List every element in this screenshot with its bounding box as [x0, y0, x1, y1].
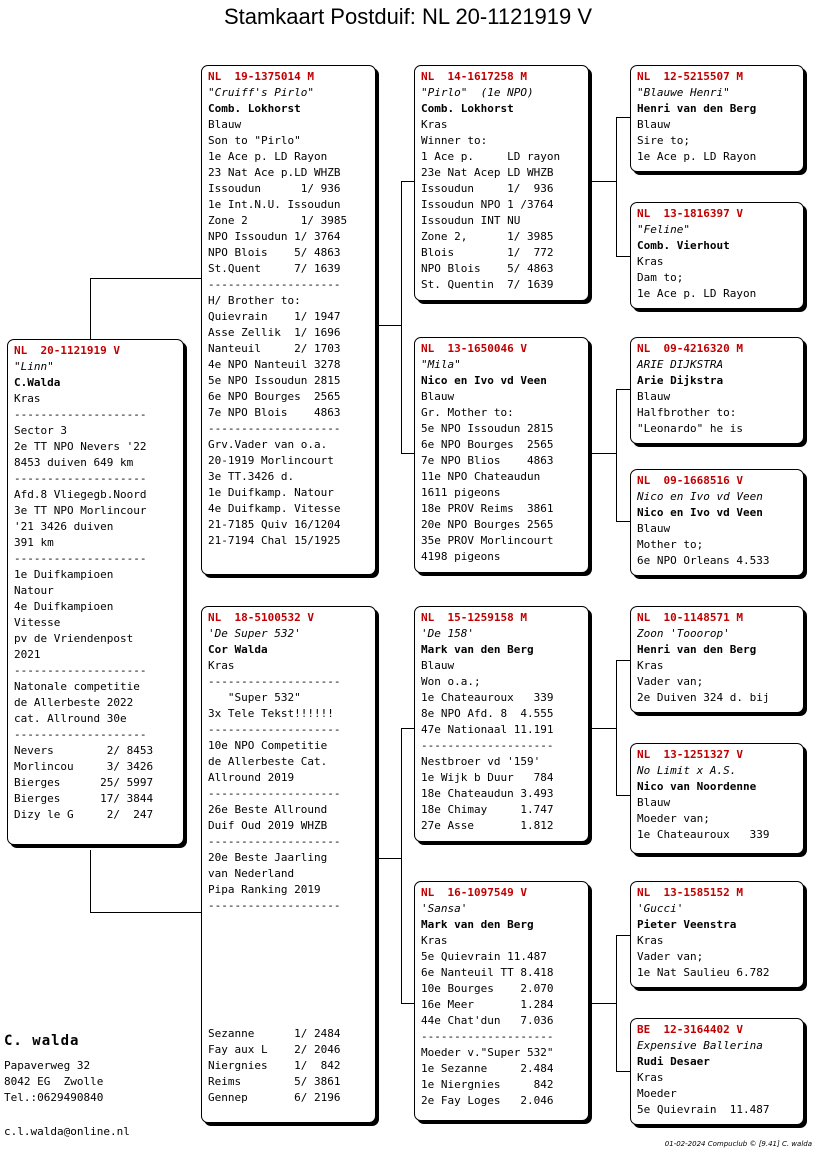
connector-line	[590, 181, 616, 182]
pigeon-name: 'De Super 532'	[208, 627, 301, 640]
breeder-name: Cor Walda	[208, 643, 268, 656]
card-line	[208, 978, 369, 994]
card-line: 7e NPO Blois 4863	[208, 406, 341, 419]
card-line: Bierges 25/ 5997	[14, 776, 154, 789]
ring-number: NL 19-1375014 M	[208, 70, 314, 83]
card-line: Mother to;	[637, 538, 704, 551]
card-line: --------------------	[14, 408, 147, 421]
card-line: --------------------	[208, 278, 341, 291]
pigeon-card-mfm[interactable]	[630, 743, 804, 854]
card-line: Bierges 17/ 3844	[14, 792, 154, 805]
card-line: Dizy le G 2/ 247	[14, 808, 154, 821]
card-line: 23 Nat Ace p.LD WHZB	[208, 166, 341, 179]
card-line: 2e Fay Loges 2.046	[421, 1094, 554, 1107]
ring-number: BE 12-3164402 V	[637, 1023, 743, 1036]
ring-number: NL 13-1650046 V	[421, 342, 527, 355]
card-line: Vitesse	[14, 616, 61, 629]
card-line: 20e Beste Jaarling	[208, 851, 328, 864]
card-line: 20e NPO Bourges 2565	[421, 518, 554, 531]
card-line: Kras	[14, 392, 41, 405]
card-line: --------------------	[208, 787, 341, 800]
connector-line	[377, 325, 401, 326]
card-line: 1e Ace p. LD Rayon	[637, 287, 757, 300]
card-line: pv de Vriendenpost	[14, 632, 134, 645]
owner-phone: Tel.:0629490840	[4, 1091, 104, 1104]
pigeon-card-mff[interactable]	[630, 606, 804, 713]
card-line: 3e TT NPO Morlincour	[14, 504, 147, 517]
pigeon-name: ARIE DIJKSTRA	[637, 358, 724, 371]
card-line: 6e Nanteuil TT 8.418	[421, 966, 554, 979]
breeder-name: Henri van den Berg	[637, 102, 757, 115]
pigeon-name: Nico en Ivo vd Veen	[637, 490, 763, 503]
card-line: 4e Duifkamp. Vitesse	[208, 502, 341, 515]
card-line: 27e Asse 1.812	[421, 819, 554, 832]
card-line: 1e Ace p. LD Rayon	[208, 150, 328, 163]
card-line: Asse Zellik 1/ 1696	[208, 326, 341, 339]
connector-line	[616, 660, 617, 795]
card-line	[208, 994, 369, 1010]
ring-number: NL 18-5100532 V	[208, 611, 314, 624]
ring-number: NL 13-1816397 V	[637, 207, 743, 220]
card-line: Son to "Pirlo"	[208, 134, 301, 147]
card-line: Dam to;	[637, 271, 684, 284]
card-line: Nanteuil 2/ 1703	[208, 342, 341, 355]
card-line: St. Quentin 7/ 1639	[421, 278, 554, 291]
card-line: 1e Sezanne 2.484	[421, 1062, 554, 1075]
card-line: 3e TT.3426 d.	[208, 470, 295, 483]
breeder-name: Nico en Ivo vd Veen	[637, 506, 763, 519]
card-line: Vader van;	[637, 675, 704, 688]
card-line: Niergnies 1/ 842	[208, 1059, 341, 1072]
card-line: Afd.8 Vliegegb.Noord	[14, 488, 147, 501]
card-line: 6e NPO Orleans 4.533	[637, 554, 770, 567]
card-line: 4e NPO Nanteuil 3278	[208, 358, 341, 371]
breeder-name: Comb. Vierhout	[637, 239, 730, 252]
card-line: 6e NPO Bourges 2565	[208, 390, 341, 403]
card-line: 1e Chateauroux 339	[421, 691, 554, 704]
pigeon-card-mmm[interactable]	[630, 1018, 804, 1125]
card-line: Kras	[637, 1071, 664, 1084]
card-line: Sezanne 1/ 2484	[208, 1027, 341, 1040]
card-line: 16e Meer 1.284	[421, 998, 554, 1011]
card-line: 1 Ace p. LD rayon	[421, 150, 561, 163]
card-line: 1e Chateauroux 339	[637, 828, 770, 841]
pigeon-name: 'Gucci'	[637, 902, 684, 915]
card-line: 5e Quievrain 11.487	[637, 1103, 770, 1116]
card-line: 5e NPO Issoudun 2815	[421, 422, 554, 435]
card-line	[208, 914, 369, 930]
card-line: St.Quent 7/ 1639	[208, 262, 341, 275]
card-line: --------------------	[14, 552, 147, 565]
card-line: Kras	[637, 255, 664, 268]
card-line: Issoudun INT NU	[421, 214, 521, 227]
card-line: Blauw	[421, 390, 455, 403]
ring-number: NL 12-5215507 M	[637, 70, 743, 83]
card-line: --------------------	[14, 472, 147, 485]
card-line: --------------------	[14, 664, 147, 677]
breeder-name: Rudi Desaer	[637, 1055, 710, 1068]
card-line: 1e Duifkamp. Natour	[208, 486, 334, 499]
card-line: "Leonardo" he is	[637, 422, 743, 435]
ring-number: NL 10-1148571 M	[637, 611, 743, 624]
card-line: 20-1919 Morlincourt	[208, 454, 334, 467]
card-line: Sector 3	[14, 424, 67, 437]
card-line: Reims 5/ 3861	[208, 1075, 341, 1088]
card-line: 4e Duifkampioen	[14, 600, 114, 613]
breeder-name: Arie Dijkstra	[637, 374, 724, 387]
card-line: Kras	[637, 934, 664, 947]
connector-line	[90, 278, 91, 340]
card-line: Kras	[637, 659, 664, 672]
connector-line	[90, 278, 204, 279]
pigeon-name: 'Sansa'	[421, 902, 468, 915]
card-line: 18e Chateaudun 3.493	[421, 787, 554, 800]
connector-line	[401, 181, 402, 453]
card-line: Blauw	[637, 522, 671, 535]
owner-street: Papaverweg 32	[4, 1059, 91, 1072]
pigeon-card-fmm[interactable]	[630, 469, 804, 576]
card-line: van Nederland	[208, 867, 295, 880]
card-line: Moeder van;	[637, 812, 710, 825]
pigeon-card-mm[interactable]	[414, 881, 589, 1121]
card-line: 21-7185 Quiv 16/1204	[208, 518, 341, 531]
card-line: --------------------	[208, 675, 341, 688]
card-line: 7e NPO Blios 4863	[421, 454, 554, 467]
card-line: 10e NPO Competitie	[208, 739, 328, 752]
card-line: cat. Allround 30e	[14, 712, 127, 725]
card-line: Grv.Vader van o.a.	[208, 438, 328, 451]
card-line: Kras	[208, 659, 235, 672]
card-line: 2e TT NPO Nevers '22	[14, 440, 147, 453]
card-line: Zone 2, 1/ 3985	[421, 230, 554, 243]
pigeon-card-ffm[interactable]	[630, 202, 804, 309]
connector-line	[616, 389, 617, 521]
owner-name: C. walda	[4, 1033, 80, 1049]
pigeon-name: 'De 158'	[421, 627, 474, 640]
connector-line	[401, 728, 402, 1003]
ring-number: NL 09-1668516 V	[637, 474, 743, 487]
pigeon-name: "Cruiff's Pirlo"	[208, 86, 314, 99]
card-line: 18e PROV Reims 3861	[421, 502, 554, 515]
breeder-name: C.Walda	[14, 376, 61, 389]
connector-line	[590, 453, 616, 454]
card-line: --------------------	[208, 835, 341, 848]
card-line: Nestbroer vd '159'	[421, 755, 541, 768]
card-line: Issoudun 1/ 936	[208, 182, 341, 195]
card-line: --------------------	[421, 739, 554, 752]
card-line: 5e NPO Issoudun 2815	[208, 374, 341, 387]
card-line: Moeder	[637, 1087, 677, 1100]
pigeon-name: No Limit x A.S.	[637, 764, 737, 777]
card-line: 4198 pigeons	[421, 550, 501, 563]
ring-number: NL 13-1251327 V	[637, 748, 743, 761]
connector-line	[616, 117, 617, 256]
owner-city: 8042 EG Zwolle	[4, 1075, 104, 1088]
card-line: 1611 pigeons	[421, 486, 501, 499]
card-line: 6e NPO Bourges 2565	[421, 438, 554, 451]
pigeon-name: "Pirlo" (1e NPO)	[421, 86, 534, 99]
card-line: 1e Int.N.U. Issoudun	[208, 198, 341, 211]
pigeon-name: Expensive Ballerina	[637, 1039, 763, 1052]
owner-email[interactable]: c.l.walda@online.nl	[4, 1125, 130, 1138]
card-line: H/ Brother to:	[208, 294, 301, 307]
card-line: 1e Ace p. LD Rayon	[637, 150, 757, 163]
pigeon-card-fmf[interactable]	[630, 337, 804, 444]
card-line: Zone 2 1/ 3985	[208, 214, 348, 227]
ring-number: NL 20-1121919 V	[14, 344, 120, 357]
connector-line	[377, 858, 401, 859]
breeder-name: Mark van den Berg	[421, 918, 534, 931]
card-line: 1e Niergnies 842	[421, 1078, 554, 1091]
card-line: Moeder v."Super 532"	[421, 1046, 554, 1059]
connector-line	[616, 935, 617, 1071]
card-line: Gr. Mother to:	[421, 406, 514, 419]
card-line: '21 3426 duiven	[14, 520, 114, 533]
card-line: --------------------	[208, 899, 341, 912]
connector-line	[590, 1003, 616, 1004]
card-line: --------------------	[208, 422, 341, 435]
ring-number: NL 16-1097549 V	[421, 886, 527, 899]
card-line: --------------------	[14, 728, 147, 741]
card-line: Duif Oud 2019 WHZB	[208, 819, 328, 832]
pigeon-card-mf[interactable]	[414, 606, 589, 842]
breeder-name: Comb. Lokhorst	[421, 102, 514, 115]
card-line: Sire to;	[637, 134, 690, 147]
card-line: 5e Quievrain 11.487	[421, 950, 547, 963]
breeder-name: Mark van den Berg	[421, 643, 534, 656]
pigeon-name: "Linn"	[14, 360, 54, 373]
card-line: Natonale competitie	[14, 680, 140, 693]
breeder-name: Nico van Noordenne	[637, 780, 757, 793]
card-line: de Allerbeste 2022	[14, 696, 134, 709]
breeder-name: Pieter Veenstra	[637, 918, 737, 931]
card-line: 10e Bourges 2.070	[421, 982, 554, 995]
card-line: NPO Blois 5/ 4863	[421, 262, 554, 275]
breeder-name: Nico en Ivo vd Veen	[421, 374, 547, 387]
card-line: Winner to:	[421, 134, 488, 147]
card-line: 3x Tele Tekst!!!!!!	[208, 707, 334, 720]
card-line: Quievrain 1/ 1947	[208, 310, 341, 323]
card-line: --------------------	[208, 723, 341, 736]
card-line	[208, 930, 369, 946]
ring-number: NL 15-1259158 M	[421, 611, 527, 624]
card-line: Blauw	[637, 796, 671, 809]
card-line: Allround 2019	[208, 771, 295, 784]
card-line: 47e Nationaal 11.191	[421, 723, 554, 736]
card-line: 1e Duifkampioen	[14, 568, 114, 581]
card-line: 8e NPO Afd. 8 4.555	[421, 707, 554, 720]
pigeon-card-fm[interactable]	[414, 337, 589, 573]
breeder-name: Comb. Lokhorst	[208, 102, 301, 115]
card-line: Natour	[14, 584, 54, 597]
card-line: 8453 duiven 649 km	[14, 456, 134, 469]
card-line: Blois 1/ 772	[421, 246, 554, 259]
pigeon-card-subject[interactable]	[7, 339, 184, 845]
pigeon-card-father[interactable]	[201, 65, 376, 575]
card-line: Issoudun 1/ 936	[421, 182, 554, 195]
card-line: Morlincou 3/ 3426	[14, 760, 154, 773]
card-line: 11e NPO Chateaudun	[421, 470, 541, 483]
connector-line	[90, 912, 204, 913]
card-line: Won o.a.;	[421, 675, 481, 688]
card-line: Halfbrother to:	[637, 406, 737, 419]
card-line: 2021	[14, 648, 41, 661]
card-line: --------------------	[421, 1030, 554, 1043]
pigeon-name: "Blauwe Henri"	[637, 86, 730, 99]
card-line: Pipa Ranking 2019	[208, 883, 321, 896]
card-line: Fay aux L 2/ 2046	[208, 1043, 341, 1056]
card-line: 23e Nat Acep LD WHZB	[421, 166, 554, 179]
card-line: 18e Chimay 1.747	[421, 803, 554, 816]
connector-line	[90, 850, 91, 912]
card-line: "Super 532"	[208, 691, 301, 704]
card-line: Blauw	[637, 390, 671, 403]
card-line: Gennep 6/ 2196	[208, 1091, 341, 1104]
pigeon-card-ff[interactable]	[414, 65, 589, 301]
ring-number: NL 13-1585152 M	[637, 886, 743, 899]
card-line: Blauw	[637, 118, 671, 131]
card-line: 1e Wijk b Duur 784	[421, 771, 554, 784]
card-line: Blauw	[208, 118, 242, 131]
connector-line	[590, 728, 616, 729]
card-line: 391 km	[14, 536, 54, 549]
pigeon-card-mmf[interactable]	[630, 881, 804, 988]
card-line: de Allerbeste Cat.	[208, 755, 328, 768]
card-line	[208, 962, 369, 978]
card-line: NPO Blois 5/ 4863	[208, 246, 341, 259]
pigeon-name: Zoon 'Tooorop'	[637, 627, 730, 640]
card-line: NPO Issoudun 1/ 3764	[208, 230, 341, 243]
pigeon-card-mother[interactable]	[201, 606, 376, 1123]
card-line: Kras	[421, 934, 448, 947]
footer-credit: 01-02-2024 Compuclub © [9.41] C. walda	[664, 1140, 812, 1148]
card-line: 2e Duiven 324 d. bij	[637, 691, 770, 704]
pigeon-card-fff[interactable]	[630, 65, 804, 172]
card-line: 21-7194 Chal 15/1925	[208, 534, 341, 547]
card-line: Vader van;	[637, 950, 704, 963]
breeder-name: Henri van den Berg	[637, 643, 757, 656]
card-line: 1e Nat Saulieu 6.782	[637, 966, 770, 979]
card-line: Nevers 2/ 8453	[14, 744, 154, 757]
card-line	[208, 1010, 369, 1026]
card-line: Blauw	[421, 659, 455, 672]
card-line: 26e Beste Allround	[208, 803, 328, 816]
card-line: Kras	[421, 118, 448, 131]
ring-number: NL 09-4216320 M	[637, 342, 743, 355]
pigeon-name: "Mila"	[421, 358, 461, 371]
page-title: Stamkaart Postduif: NL 20-1121919 V	[223, 4, 593, 29]
card-line: 35e PROV Morlincourt	[421, 534, 554, 547]
pigeon-name: "Feline"	[637, 223, 690, 236]
ring-number: NL 14-1617258 M	[421, 70, 527, 83]
card-line: 44e Chat'dun 7.036	[421, 1014, 554, 1027]
card-line	[208, 946, 369, 962]
card-line: Issoudun NPO 1 /3764	[421, 198, 554, 211]
